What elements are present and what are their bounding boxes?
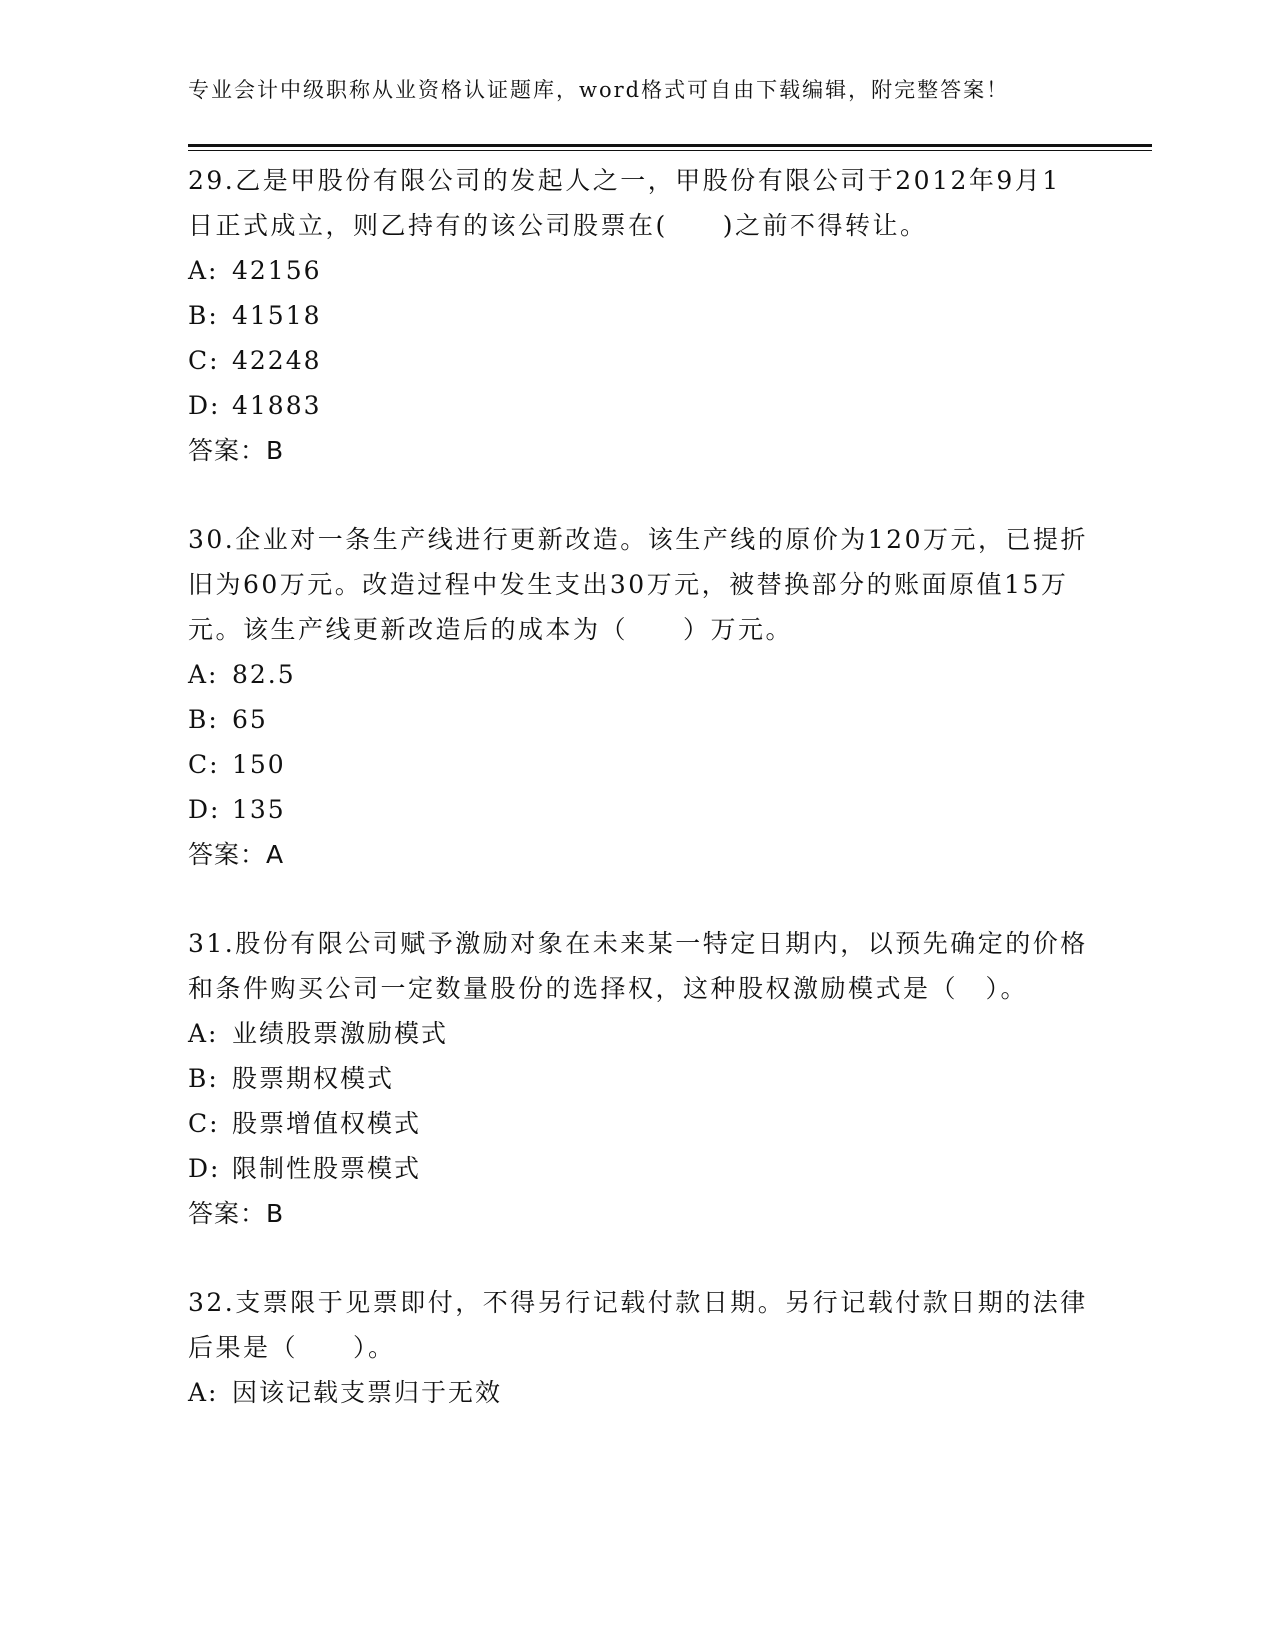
option-a <box>188 1011 1088 1056</box>
question-30 <box>188 517 1088 877</box>
option-label: A: <box>188 1019 219 1048</box>
option-text: 股票期权模式 <box>232 1064 395 1093</box>
option-a <box>188 652 1088 697</box>
option-label: B: <box>188 301 219 330</box>
question-list <box>188 158 1088 1459</box>
answer: 答案：B <box>188 1199 285 1228</box>
option-label: A: <box>188 256 219 285</box>
option-d <box>188 383 1088 428</box>
option-text: 65 <box>232 705 268 734</box>
option-a <box>188 1370 1088 1415</box>
option-label: D: <box>188 391 221 420</box>
option-c <box>188 338 1088 383</box>
option-label: C: <box>188 1109 220 1138</box>
option-label: D: <box>188 1154 221 1183</box>
option-text: 41518 <box>232 301 322 330</box>
option-text: 41883 <box>232 391 322 420</box>
option-c <box>188 1101 1088 1146</box>
question-31 <box>188 921 1088 1236</box>
option-label: C: <box>188 346 220 375</box>
header-rule-thick <box>188 144 1152 147</box>
option-b <box>188 1056 1088 1101</box>
option-label: C: <box>188 750 220 779</box>
page-header: 专业会计中级职称从业资格认证题库，word格式可自由下载编辑，附完整答案！ <box>188 78 1010 102</box>
option-label: B: <box>188 1064 219 1093</box>
option-b <box>188 293 1088 338</box>
question-text: 31.股份有限公司赋予激励对象在未来某一特定日期内，以预先确定的价格和条件购买公司一定数量股份的选择权，这种股权激励模式是（ ）。 <box>188 929 1088 1003</box>
option-label: A: <box>188 660 219 689</box>
option-label: B: <box>188 705 219 734</box>
header-rule-thin <box>188 150 1152 151</box>
option-text: 股票增值权模式 <box>232 1109 422 1138</box>
option-text: 82.5 <box>232 660 296 689</box>
question-text: 29.乙是甲股份有限公司的发起人之一，甲股份有限公司于2012年9月1日正式成立，则乙持有的该公司股票在( )之前不得转让。 <box>188 166 1061 240</box>
option-c <box>188 742 1088 787</box>
option-text: 业绩股票激励模式 <box>232 1019 449 1048</box>
option-b <box>188 697 1088 742</box>
answer: 答案：B <box>188 436 285 465</box>
question-text: 32.支票限于见票即付，不得另行记载付款日期。另行记载付款日期的法律后果是（ ）。 <box>188 1288 1088 1362</box>
question-32 <box>188 1280 1088 1415</box>
option-text: 因该记载支票归于无效 <box>232 1378 503 1407</box>
option-text: 42156 <box>232 256 322 285</box>
option-text: 限制性股票模式 <box>232 1154 422 1183</box>
option-text: 150 <box>232 750 286 779</box>
question-29 <box>188 158 1088 473</box>
option-text: 42248 <box>232 346 322 375</box>
option-d <box>188 1146 1088 1191</box>
question-text: 30.企业对一条生产线进行更新改造。该生产线的原价为120万元，已提折旧为60万元。改造过程中发生支出30万元，被替换部分的账面原值15万元。该生产线更新改造后的成本为（ ）万元。 <box>188 525 1088 644</box>
option-label: A: <box>188 1378 219 1407</box>
option-d <box>188 787 1088 832</box>
answer: 答案：A <box>188 840 285 869</box>
option-label: D: <box>188 795 221 824</box>
option-a <box>188 248 1088 293</box>
option-text: 135 <box>232 795 286 824</box>
